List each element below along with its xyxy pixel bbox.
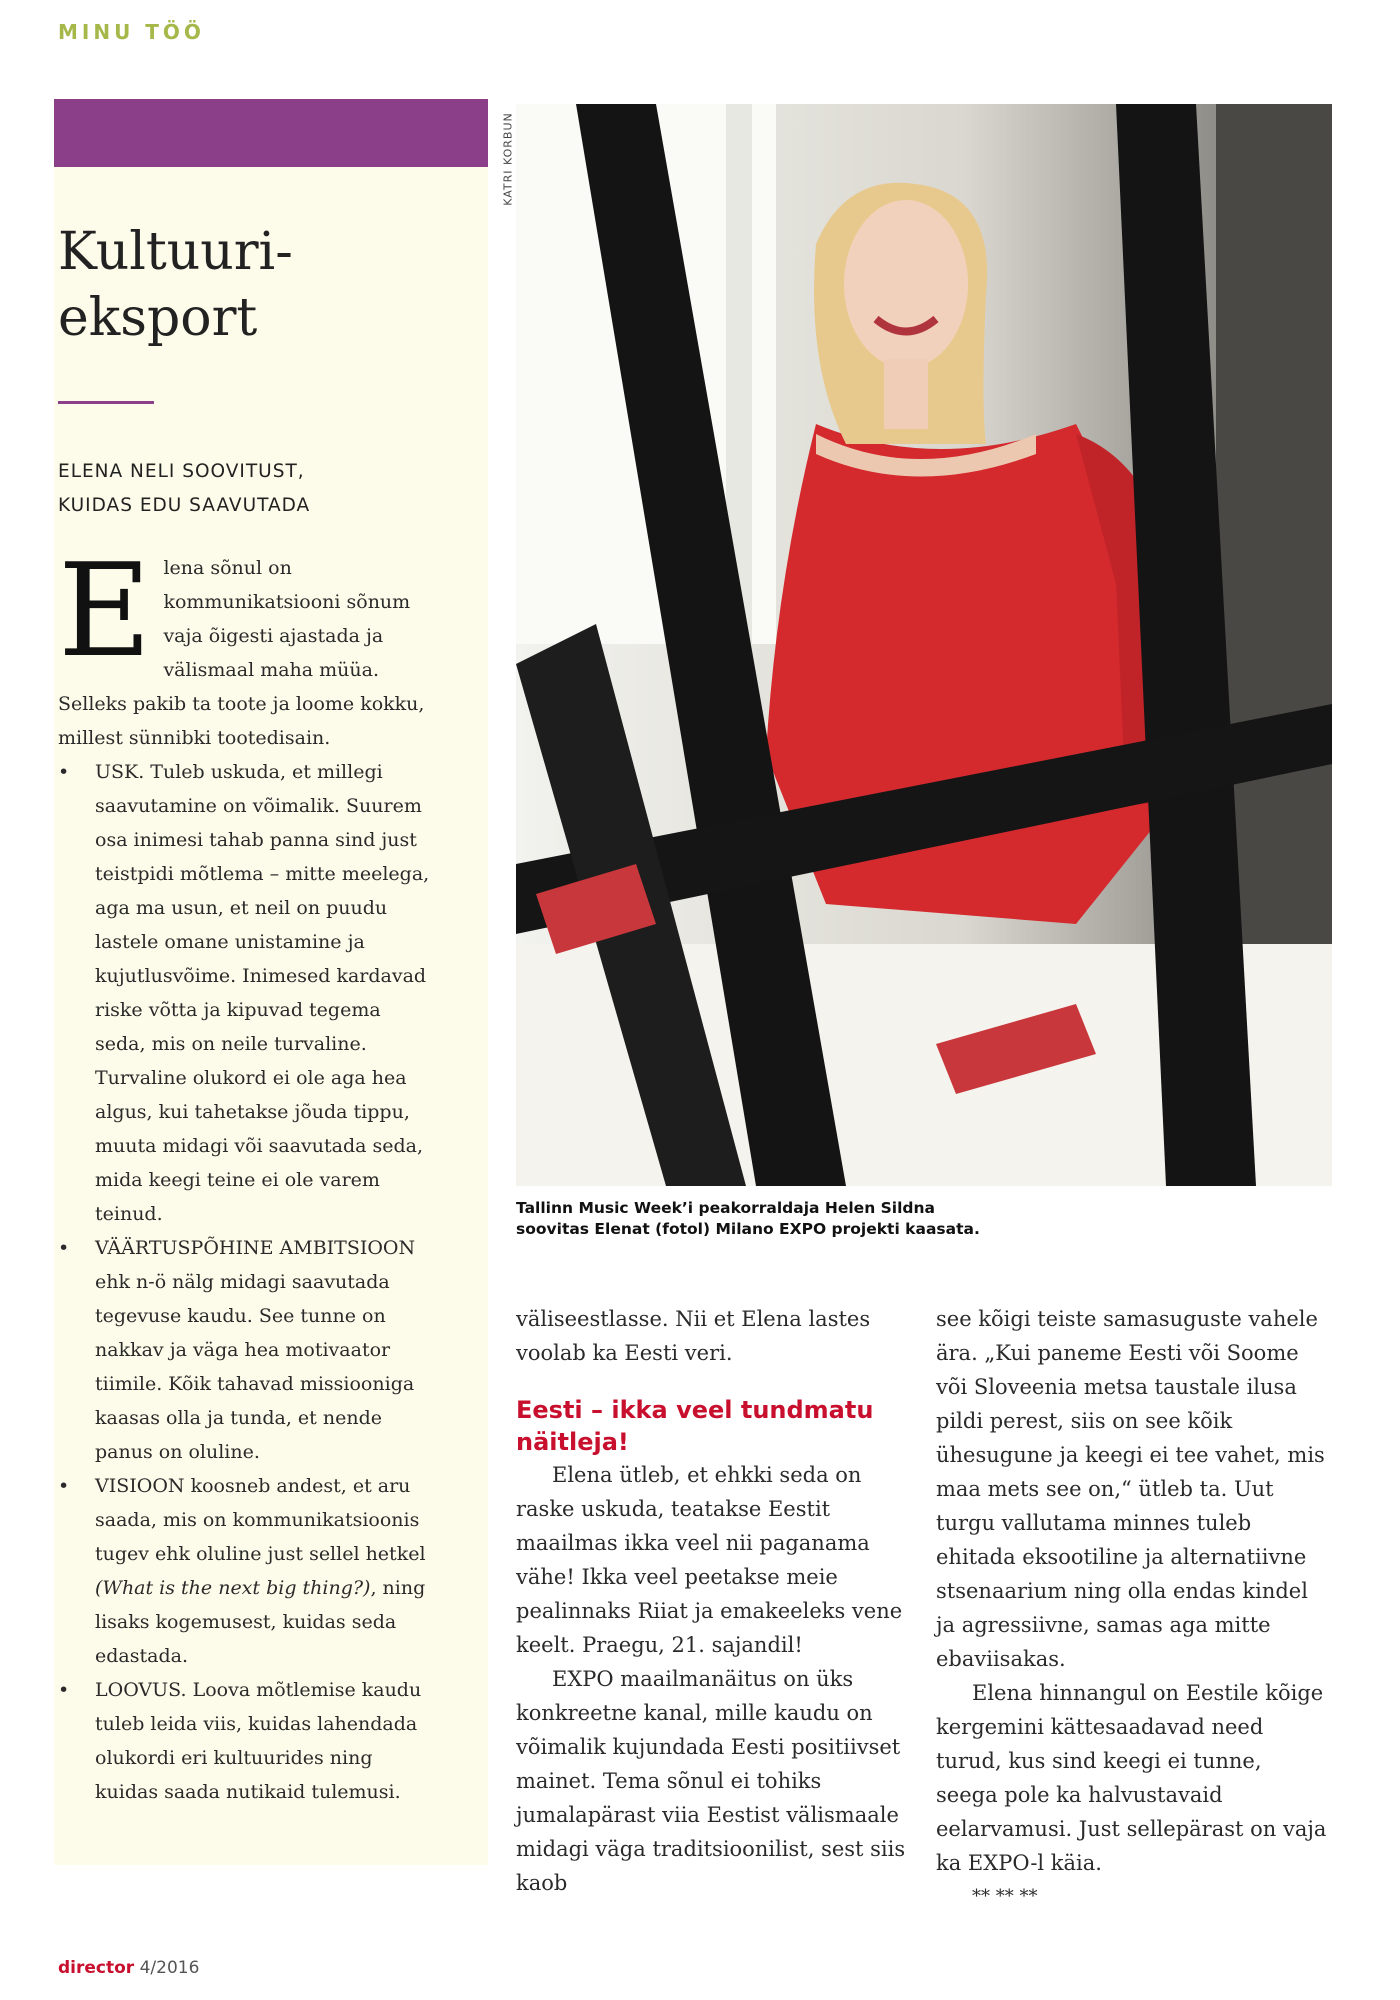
photo-illustration [516,104,1332,1186]
list-item-loovus: • LOOVUS. Loova mõtlemise kaudu tuleb leida viis, kuidas lahendada olukordi eri kultuurides ning kuidas saada nutikaid tulemusi. [58,1673,432,1809]
paragraph: Elena hinnangul on Eestile kõige kergemini kättesaadavad need turud, kus sind keegi ei tunne, seega pole ka halvustavaid eelarvamusi. Just sellepärast on vaja ka EXPO-l käia. [936,1681,1327,1875]
magazine-name: director [58,1958,135,1978]
section-label: MINU TÖÖ [58,20,205,44]
photo-caption [516,1198,1116,1240]
caption-line-2: soovitas Elenat (fotol) Milano EXPO projekti kaasata. [516,1220,980,1238]
title-line-1: Kultuuri- [58,222,293,282]
page-footer [58,1958,199,1978]
list-item-visioon [58,1469,432,1673]
paragraph: see kõigi teiste samasuguste vahele ära. „Kui paneme Eesti või Soome või Sloveenia metsa taustale ilusa pildi perest, siis on see kõik ühesugune ja keegi ei tee vahet, mis maa mets see on,“ ütleb ta. Uut turgu vallutama minnes tuleb ehitada eksootiline ja alternatiivne stsenaarium ning olla endas kindel ja agressiivne, samas aga mitte ebaviisakas. [936,1307,1325,1671]
recommendation-list [58,755,432,1809]
intro-text: lena sõnul on kommunikatsiooni sõnum vaja õigesti ajastada ja välismaal maha müüa. Selleks pakib ta toote ja loome kokku, millest sünnibki tootedisain. [58,557,425,749]
photo-credit-text: KATRI KORBUN [501,112,515,206]
sidebar-intro [58,537,432,755]
issue-number: 4/2016 [139,1958,200,1978]
article-photo [516,104,1332,1186]
visioon-text-italic: (What is the next big thing?) [95,1577,371,1599]
sidebar-color-bar [54,99,488,167]
paragraph: väliseestlasse. Nii et Elena lastes voolab ka Eesti veri. [516,1307,871,1365]
title-line-2: eksport [58,288,258,348]
visioon-text-before: VISIOON koosneb andest, et aru saada, mis on kommunikatsioonis tugev ehk oluline just sellel hetkel [95,1475,426,1565]
title-divider [58,401,154,404]
sidebar-subtitle [58,455,458,523]
sidebar-body [58,537,432,1809]
end-mark: ** ** ** [972,1886,1038,1907]
paragraph: Elena ütleb, et ehkki seda on raske uskuda, teatakse Eestit maailmas ikka veel nii paganama vähe! Ikka veel peetakse meie pealinnaks Riiat ja emakeeleks vene keelt. Praegu, 21. sajandil! [516,1463,903,1657]
subtitle-line-2: KUIDAS EDU SAAVUTADA [58,495,311,516]
section-heading: Eesti – ikka veel tundmatu näitleja! [516,1396,874,1456]
subtitle-line-1: ELENA NELI SOOVITUST, [58,461,305,482]
visioon-text-after: , ning lisaks kogemusest, kuidas seda edastada. [95,1577,426,1667]
drop-cap: E [58,537,152,686]
article-column-2 [936,1302,1328,1914]
list-item-usk: • USK. Tuleb uskuda, et millegi saavutamine on võimalik. Suurem osa inimesi tahab panna sind just teistpidi mõtlema – mitte meelega, aga ma usun, et neil on puudu lastele omane unistamine ja kujutlusvõime. Inimesed kardavad riske võtta ja kipuvad tegema seda, mis on neile turvaline. Turvaline olukord ei ole aga hea algus, kui tahetakse jõuda tippu, muuta midagi või saavutada seda, mida keegi teine ei ole varem teinud. [58,755,432,1231]
caption-line-1: Tallinn Music Week’i peakorraldaja Helen Sildna [516,1199,936,1217]
sidebar-box [54,99,488,1865]
article-column-1 [516,1302,908,1900]
paragraph: EXPO maailmanäitus on üks konkreetne kanal, mille kaudu on võimalik kujundada Eesti positiivset mainet. Tema sõnul ei tohiks jumalapärast viia Eestist välismaale midagi väga traditsioonilist, sest siis kaob [516,1667,906,1895]
article-title [58,219,293,351]
list-item-ambitsioon: • VÄÄRTUSPÕHINE AMBITSIOON ehk n-ö nälg midagi saavutada tegevuse kaudu. See tunne on nakkav ja väga hea motivaator tiimile. Kõik tahavad missiooniga kaasas olla ja tunda, et nende panus on oluline. [58,1231,432,1469]
